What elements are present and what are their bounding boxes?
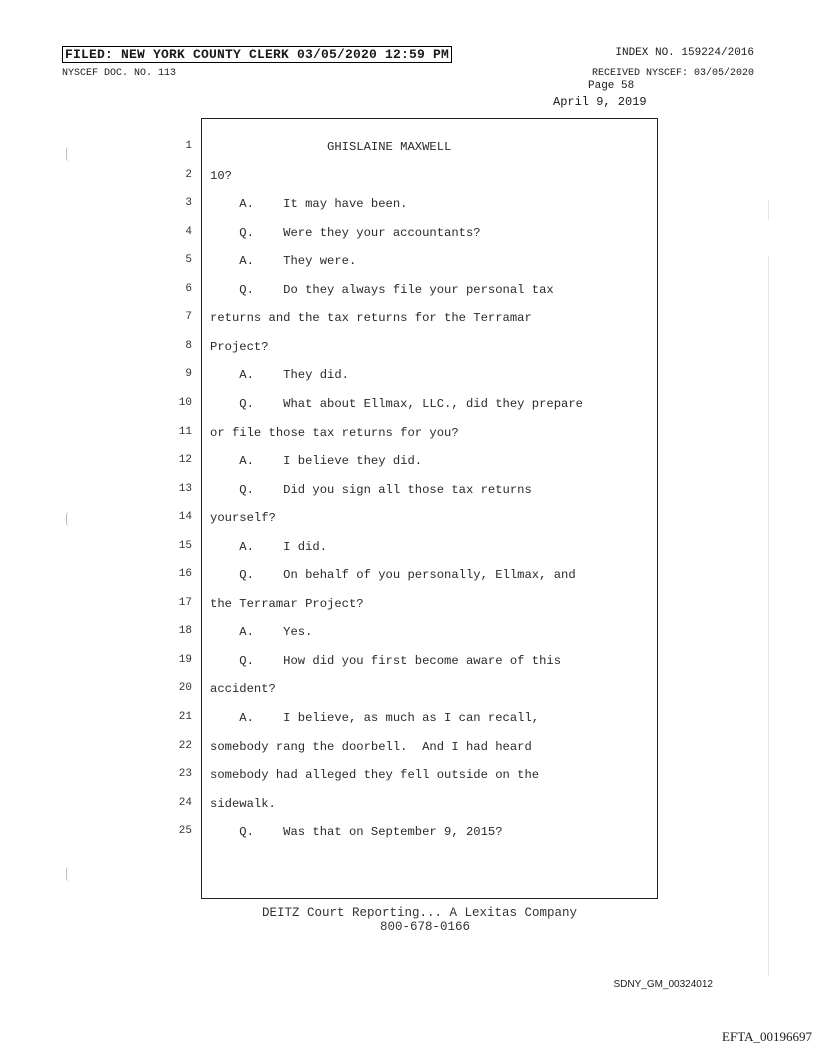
line-number: 24 <box>178 796 192 809</box>
line-number: 1 <box>185 140 192 152</box>
line-number: 12 <box>178 454 192 467</box>
efta-number: EFTA_00196697 <box>722 1029 812 1044</box>
line-number: 19 <box>178 653 192 666</box>
line-number: 2 <box>185 168 192 181</box>
reporter-credit: DEITZ Court Reporting... A Lexitas Company <box>262 906 578 920</box>
line-number: 21 <box>178 711 192 723</box>
line-text: A. Yes. <box>210 625 313 640</box>
received-date: RECEIVED NYSCEF: 03/05/2020 <box>591 68 754 79</box>
line-number: 14 <box>178 511 192 524</box>
line-text: Q. How did you first become aware of this <box>210 653 562 668</box>
line-text: GHISLAINE MAXWELL <box>210 140 452 154</box>
line-number: 9 <box>185 368 192 381</box>
line-number: 11 <box>178 425 192 438</box>
line-number: 16 <box>178 568 192 581</box>
scan-mark <box>66 512 69 526</box>
line-text: somebody rang the doorbell. And I had heard <box>210 739 532 754</box>
scan-mark <box>66 147 69 161</box>
line-number: 8 <box>185 339 192 352</box>
scan-mark <box>66 867 69 881</box>
line-text: sidewalk. <box>210 796 276 811</box>
line-number: 22 <box>178 739 192 752</box>
page-number: Page 58 <box>588 80 635 92</box>
reporter-phone: 800-678-0166 <box>380 920 471 934</box>
line-text: Q. Did you sign all those tax returns <box>210 482 532 497</box>
line-text: Q. Was that on September 9, 2015? <box>210 825 503 840</box>
line-number: 7 <box>185 311 192 324</box>
transcript-date: April 9, 2019 <box>553 95 647 109</box>
scan-rule <box>768 256 769 976</box>
line-number: 18 <box>178 625 192 638</box>
scan-rule <box>768 200 769 220</box>
line-text: A. I believe they did. <box>210 454 423 469</box>
line-number: 17 <box>178 596 192 609</box>
line-text: accident? <box>210 682 276 697</box>
line-text: A. I did. <box>210 539 328 554</box>
line-text: A. They were. <box>210 254 357 269</box>
filed-stamp: FILED: NEW YORK COUNTY CLERK 03/05/2020 12:59 PM <box>62 46 452 63</box>
line-number: 23 <box>178 768 192 781</box>
line-text: Q. On behalf of you personally, Ellmax, and <box>210 568 576 583</box>
line-number: 4 <box>185 225 192 238</box>
line-text: Project? <box>210 339 269 354</box>
transcript-page <box>178 118 658 899</box>
bates-number: SDNY_GM_00324012 <box>613 979 713 990</box>
line-text: Q. Do they always file your personal tax <box>210 282 554 297</box>
line-text: yourself? <box>210 511 276 526</box>
line-text: A. They did. <box>210 368 349 383</box>
line-number: 20 <box>178 682 192 695</box>
index-number: INDEX NO. 159224/2016 <box>615 47 754 59</box>
nyscef-doc-number: NYSCEF DOC. NO. 113 <box>62 68 177 79</box>
line-text: Q. Were they your accountants? <box>210 225 481 240</box>
line-text: 10? <box>210 168 232 183</box>
line-number: 3 <box>185 197 192 210</box>
line-text: somebody had alleged they fell outside on the <box>210 768 540 783</box>
line-number: 25 <box>178 825 192 838</box>
line-number: 10 <box>178 396 192 409</box>
line-text: Q. What about Ellmax, LLC., did they prepare <box>210 396 583 411</box>
line-text: returns and the tax returns for the Terramar <box>210 311 532 326</box>
line-number: 13 <box>178 482 192 495</box>
line-text: A. It may have been. <box>210 197 408 212</box>
line-text: or file those tax returns for you? <box>210 425 459 440</box>
line-text: A. I believe, as much as I can recall, <box>210 711 540 725</box>
line-number: 6 <box>185 282 192 295</box>
line-number: 15 <box>178 539 192 552</box>
line-text: the Terramar Project? <box>210 596 364 611</box>
line-number: 5 <box>185 254 192 267</box>
